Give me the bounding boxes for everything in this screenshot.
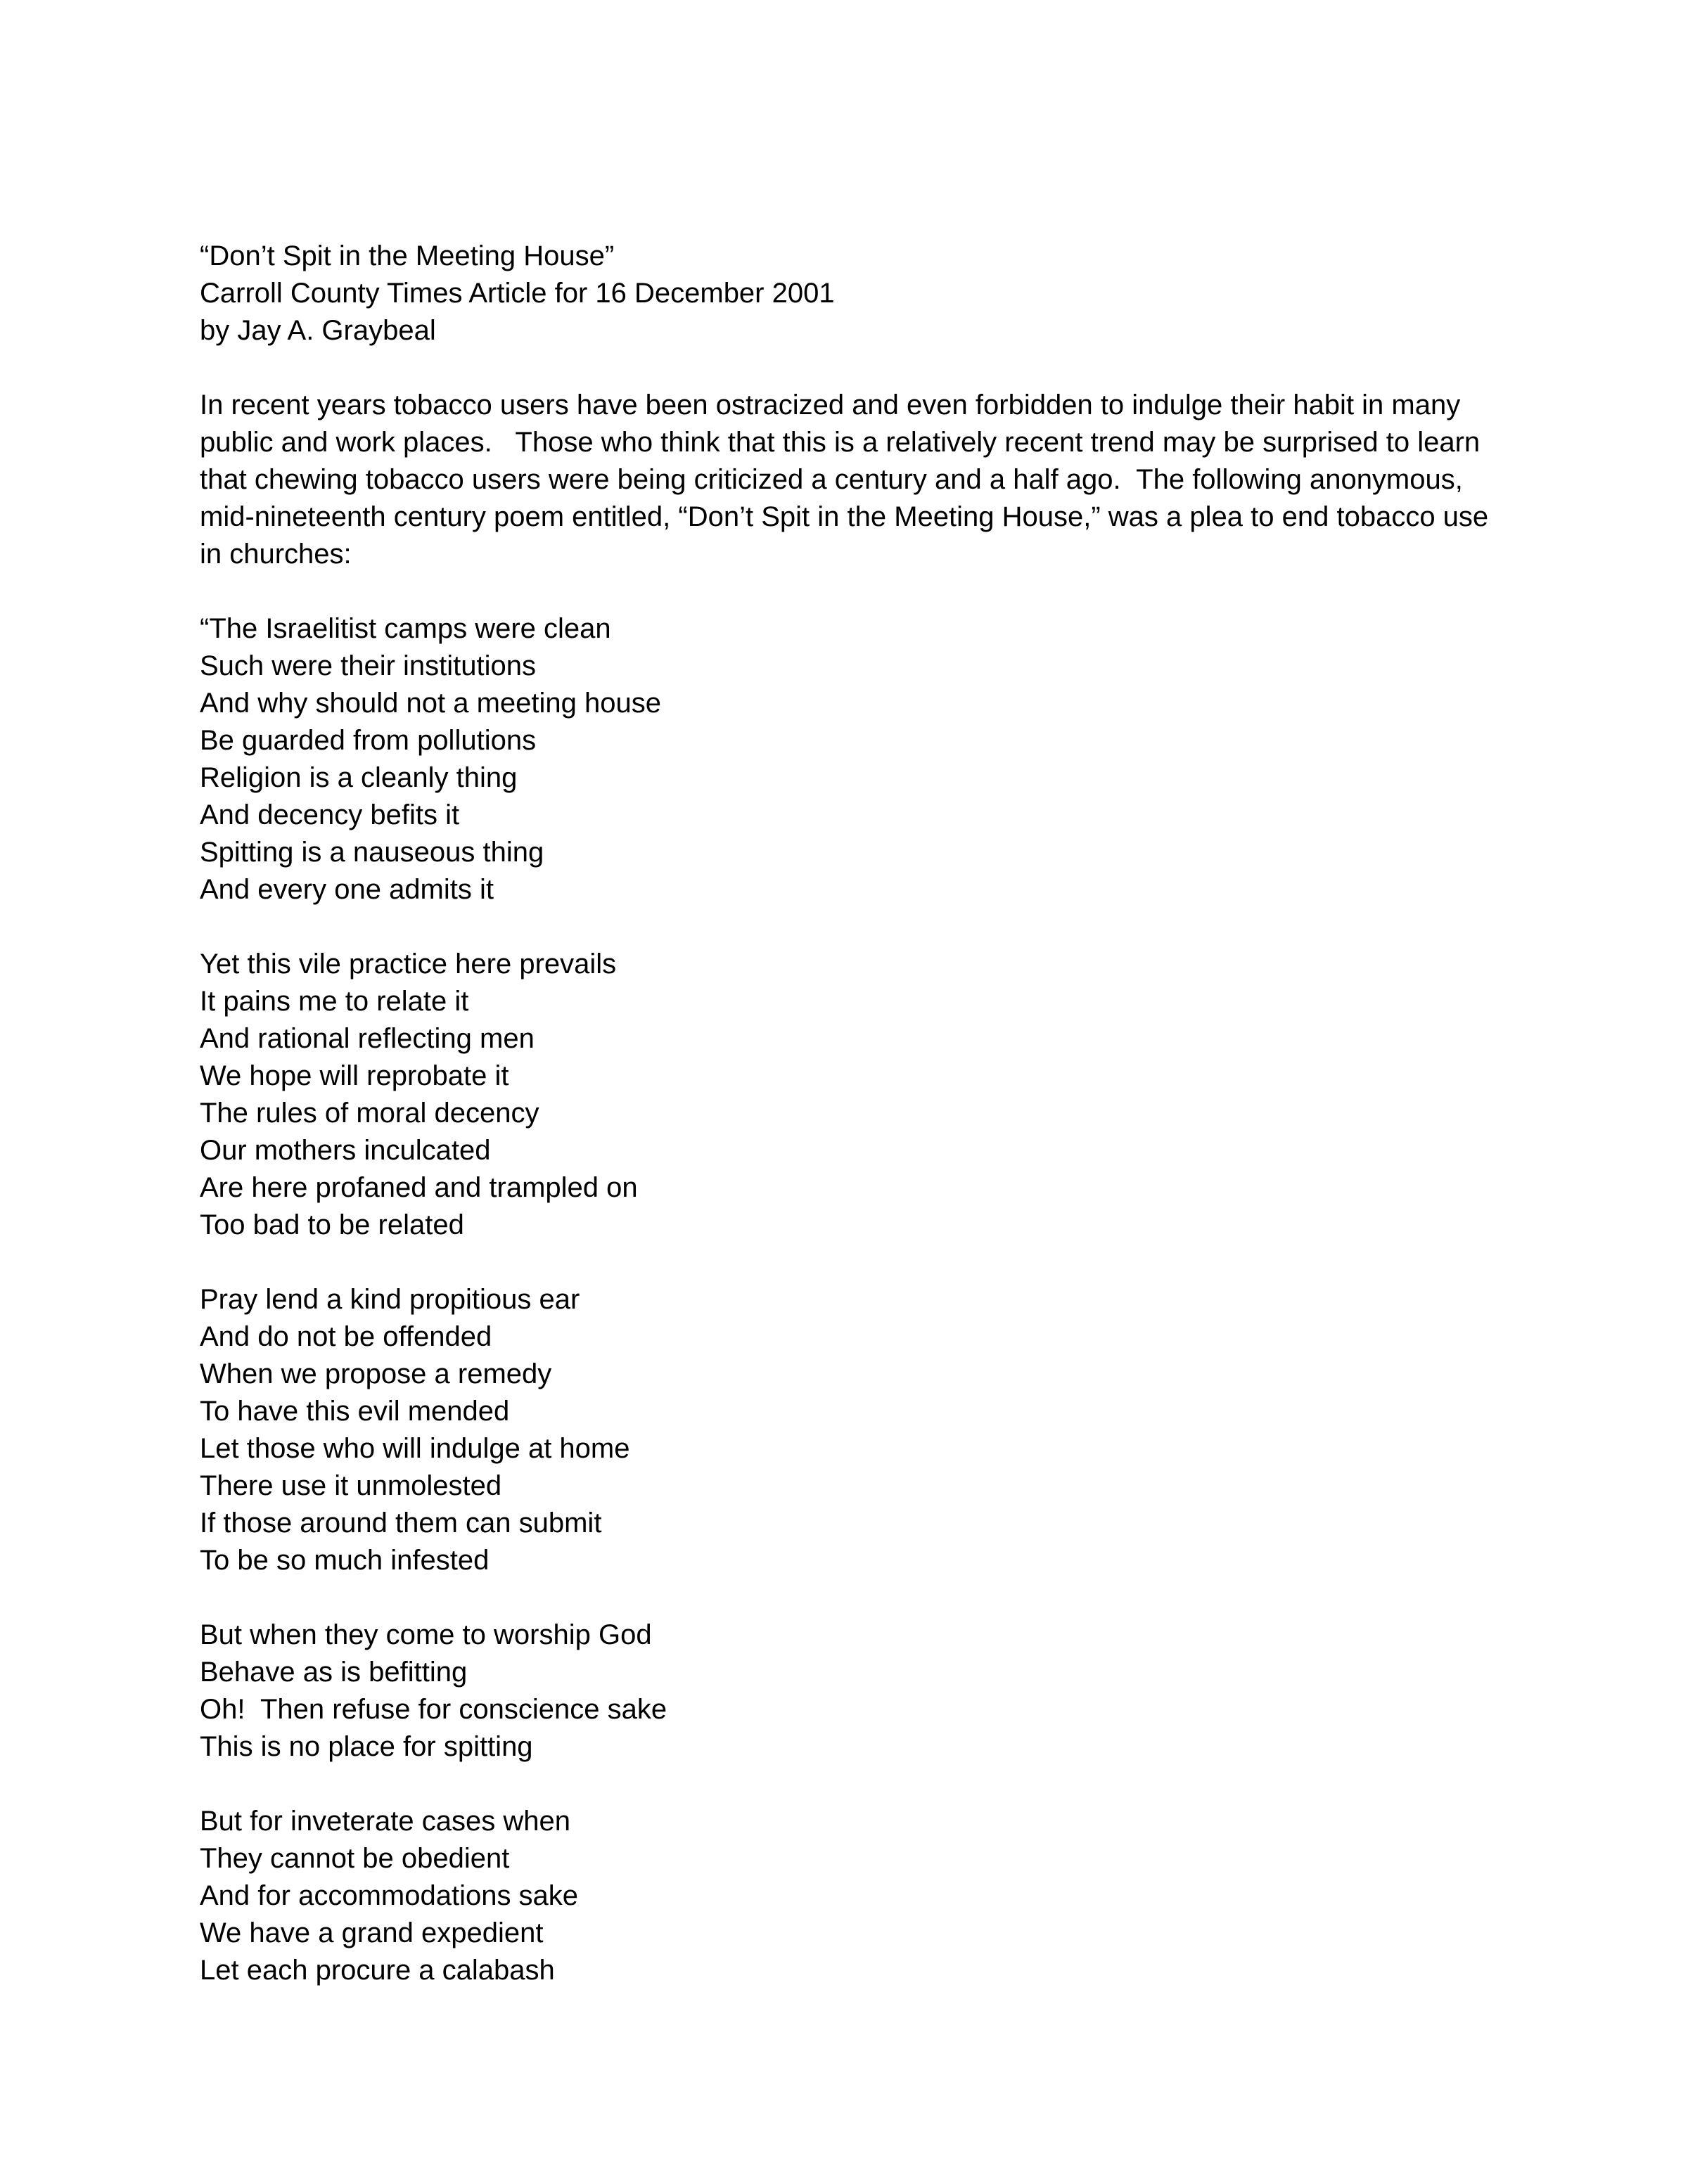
- spacer: [200, 908, 1508, 946]
- poem-stanza-5: [200, 1803, 1508, 1989]
- intro-line: In recent years tobacco users have been ostracized and even forbidden to indulge their habit in many: [200, 390, 1461, 420]
- poem-line: We hope will reprobate it: [200, 1060, 509, 1091]
- poem-line: Let those who will indulge at home: [200, 1433, 630, 1464]
- article-byline: by Jay A. Graybeal: [200, 315, 436, 346]
- poem-stanza-3: [200, 1281, 1508, 1579]
- poem-stanza-2: [200, 946, 1508, 1244]
- poem-line: And decency befits it: [200, 799, 460, 830]
- spacer: [200, 1579, 1508, 1617]
- poem-line: Pray lend a kind propitious ear: [200, 1284, 580, 1315]
- poem-line: And every one admits it: [200, 874, 494, 905]
- poem-line: Our mothers inculcated: [200, 1135, 491, 1166]
- poem-line: Behave as is befitting: [200, 1657, 468, 1688]
- poem-line: To have this evil mended: [200, 1396, 510, 1427]
- spacer: [200, 349, 1508, 387]
- poem-line: But when they come to worship God: [200, 1619, 652, 1650]
- poem-line: We have a grand expedient: [200, 1918, 544, 1948]
- poem-stanza-4: [200, 1617, 1508, 1766]
- poem-line: There use it unmolested: [200, 1470, 502, 1501]
- poem-line: Let each procure a calabash: [200, 1955, 555, 1986]
- poem-line: Yet this vile practice here prevails: [200, 949, 617, 979]
- poem-line: The rules of moral decency: [200, 1098, 539, 1129]
- poem-line: This is no place for spitting: [200, 1731, 533, 1762]
- poem-line: Spitting is a nauseous thing: [200, 837, 544, 868]
- poem-line: Be guarded from pollutions: [200, 725, 537, 756]
- article-subtitle: Carroll County Times Article for 16 December 2001: [200, 278, 835, 309]
- poem-line: And do not be offended: [200, 1321, 492, 1352]
- intro-line: public and work places. Those who think that this is a relatively recent trend may be surprised to learn: [200, 427, 1481, 458]
- poem-line: If those around them can submit: [200, 1508, 602, 1539]
- poem-line: And why should not a meeting house: [200, 688, 661, 719]
- poem-stanza-1: [200, 610, 1508, 908]
- spacer: [200, 573, 1508, 610]
- poem-line: It pains me to relate it: [200, 986, 469, 1017]
- intro-paragraph: [200, 387, 1508, 573]
- intro-line: in churches:: [200, 539, 352, 570]
- spacer: [200, 1766, 1508, 1803]
- poem-line: “The Israelitist camps were clean: [200, 613, 611, 644]
- poem-line: To be so much infested: [200, 1545, 490, 1576]
- spacer: [200, 1244, 1508, 1281]
- poem-line: When we propose a remedy: [200, 1358, 552, 1389]
- article-title: “Don’t Spit in the Meeting House”: [200, 240, 615, 271]
- poem-line: Are here profaned and trampled on: [200, 1172, 638, 1203]
- poem-line: Religion is a cleanly thing: [200, 762, 518, 793]
- poem-line: And rational reflecting men: [200, 1023, 535, 1054]
- poem-line: They cannot be obedient: [200, 1843, 510, 1874]
- poem-line: Oh! Then refuse for conscience sake: [200, 1694, 667, 1725]
- document-header: [200, 238, 1508, 349]
- poem-line: Too bad to be related: [200, 1209, 464, 1240]
- poem-line: And for accommodations sake: [200, 1880, 579, 1911]
- document-page: [200, 238, 1508, 1989]
- poem-line: But for inveterate cases when: [200, 1806, 570, 1837]
- poem-line: Such were their institutions: [200, 650, 537, 681]
- intro-line: that chewing tobacco users were being criticized a century and a half ago. The following anonymous,: [200, 464, 1463, 495]
- intro-line: mid-nineteenth century poem entitled, “Don’t Spit in the Meeting House,” was a plea to end tobacco use: [200, 501, 1489, 532]
